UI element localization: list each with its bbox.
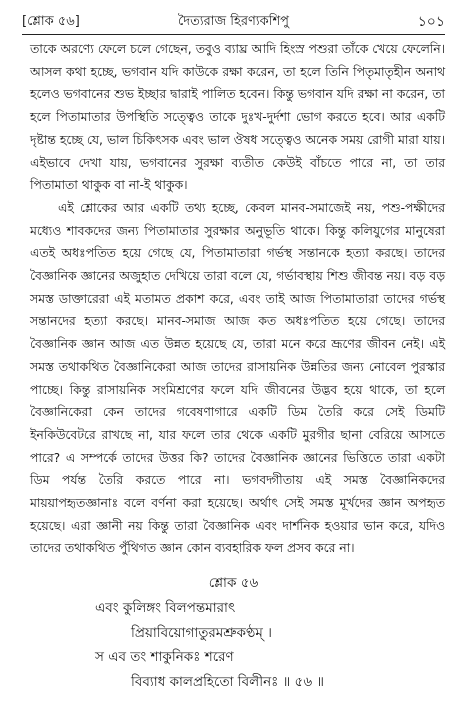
verse-reference: [শ্লোক ৫৬] bbox=[22, 14, 80, 29]
running-title: দৈত্যরাজ হিরণ্যকশিপু bbox=[178, 14, 289, 29]
page-number: ১০১ bbox=[417, 14, 445, 30]
verse-line-1: এবং কুলিঙ্গং বিলপন্তমারাৎ bbox=[95, 600, 236, 616]
verse-line-4: বিব্যাধ কালপ্রহিতো বিলীনঃ ॥ ৫৬ ॥ bbox=[131, 673, 325, 690]
page-header bbox=[22, 6, 445, 35]
verse-line-3: স এব তং শাকুনিকঃ শরেণ bbox=[95, 649, 234, 665]
verse-line-2: প্রিয়াবিয়োগাতুরমশ্রুকণ্ঠম্ । bbox=[131, 624, 272, 641]
sanskrit-verse bbox=[95, 596, 324, 694]
paragraph-2: এই শ্লোকের আর একটি তথ্য হচ্ছে, কেবল মানব-সমাজেই নয়, পশু-পক্ষীদের মধ্যেও শাবকদের জন্য পিতামাতার সুরক্ষার অনুভূতি থাকে। কিন্তু কলিযুগের মানুষেরা এতই অধঃপতিত হয়ে গেছে যে, পিতামাতারা গর্ভস্থ সন্তানকে হত্যা করছে। তাদের বৈজ্ঞানিক জ্ঞানের অজুহাত দেখিয়ে তারা বলে যে, গর্ভাবস্থায় শিশু জীবন্ত নয়। বড় বড় সমস্ত ডাক্তারেরা এই মতামত প্রকাশ করে, এবং তাই আজ পিতামাতারা তাদের গর্ভস্থ সন্তানদের হত্যা করছে। মানব-সমাজ আজ কত অধঃপতিত হয়ে গেছে। তাদের বৈজ্ঞানিক জ্ঞান আজ এত উন্নত হয়েছে যে, তারা মনে করে ভ্রূণের জীবন নেই। এই সমস্ত তথাকথিত বৈজ্ঞানিকেরা আজ তাদের রাসায়নিক উন্নতির জন্য নোবেল পুরস্কার পাচ্ছে। কিন্তু রাসায়নিক সংমিশ্রণের ফলে যদি জীবনের উদ্ভব হয়ে থাকে, তা হলে বৈজ্ঞানিকেরা কেন তাদের গবেষণাগারে একটি ডিম তৈরি করে সেই ডিমটি ইনকিউবেটরে রাখছে না, যার ফলে তার থেকে একটি মুরগীর ছানা বেরিয়ে আসতে পারে? এ সম্পর্কে তাদের উত্তর কি? তাদের বৈজ্ঞানিক জ্ঞানের ভিত্তিতে তারা একটা ডিম পর্যন্ত তৈরি করতে পারে না। ভগবদ্গীতায় এই সমস্ত বৈজ্ঞানিকদের মায়য়াপহৃতজ্ঞানাঃ বলে বর্ণনা করা হয়েছে। অর্থাৎ সেই সমস্ত মূর্খদের জ্ঞান অপহৃত হয়েছে। এরা জ্ঞানী নয় কিন্তু তারা বৈজ্ঞানিক এবং দার্শনিক হওয়ার ভান করে, যদিও তাদের তথাকথিত পুঁথিগত জ্ঞান কোন ব্যবহারিক ফল প্রসব করে না। bbox=[30, 200, 445, 556]
paragraph-1: তাকে অরণ্যে ফেলে চলে গেছেন, তবুও ব্যাঘ্র আদি হিংস্র পশুরা তাঁকে খেয়ে ফেলেনি। আসল কথা হচ্ছে, ভগবান যদি কাউকে রক্ষা করেন, তা হলে তিনি পিতৃমাতৃহীন অনাথ হলেও ভগবানের শুভ ইচ্ছার দ্বারাই পালিত হবেন। কিন্তু ভগবান যদি রক্ষা না করেন, তা হলে পিতামাতার উপস্থিতি সত্ত্বেও তাকে দুঃখ-দুর্দশা ভোগ করতে হবে। আর একটি দৃষ্টান্ত হচ্ছে যে, ভাল চিকিৎসক এবং ভাল ঔষধ সত্ত্বেও অনেক সময় রোগী মারা যায়। এইভাবে দেখা যায়, ভগবানের সুরক্ষা ব্যতীত কেউই বাঁচতে পারে না, তা তার পিতামাতা থাকুক বা না-ই থাকুক। bbox=[30, 42, 445, 193]
purport-text bbox=[30, 38, 445, 560]
verse-heading: শ্লোক ৫৬ bbox=[208, 575, 259, 591]
